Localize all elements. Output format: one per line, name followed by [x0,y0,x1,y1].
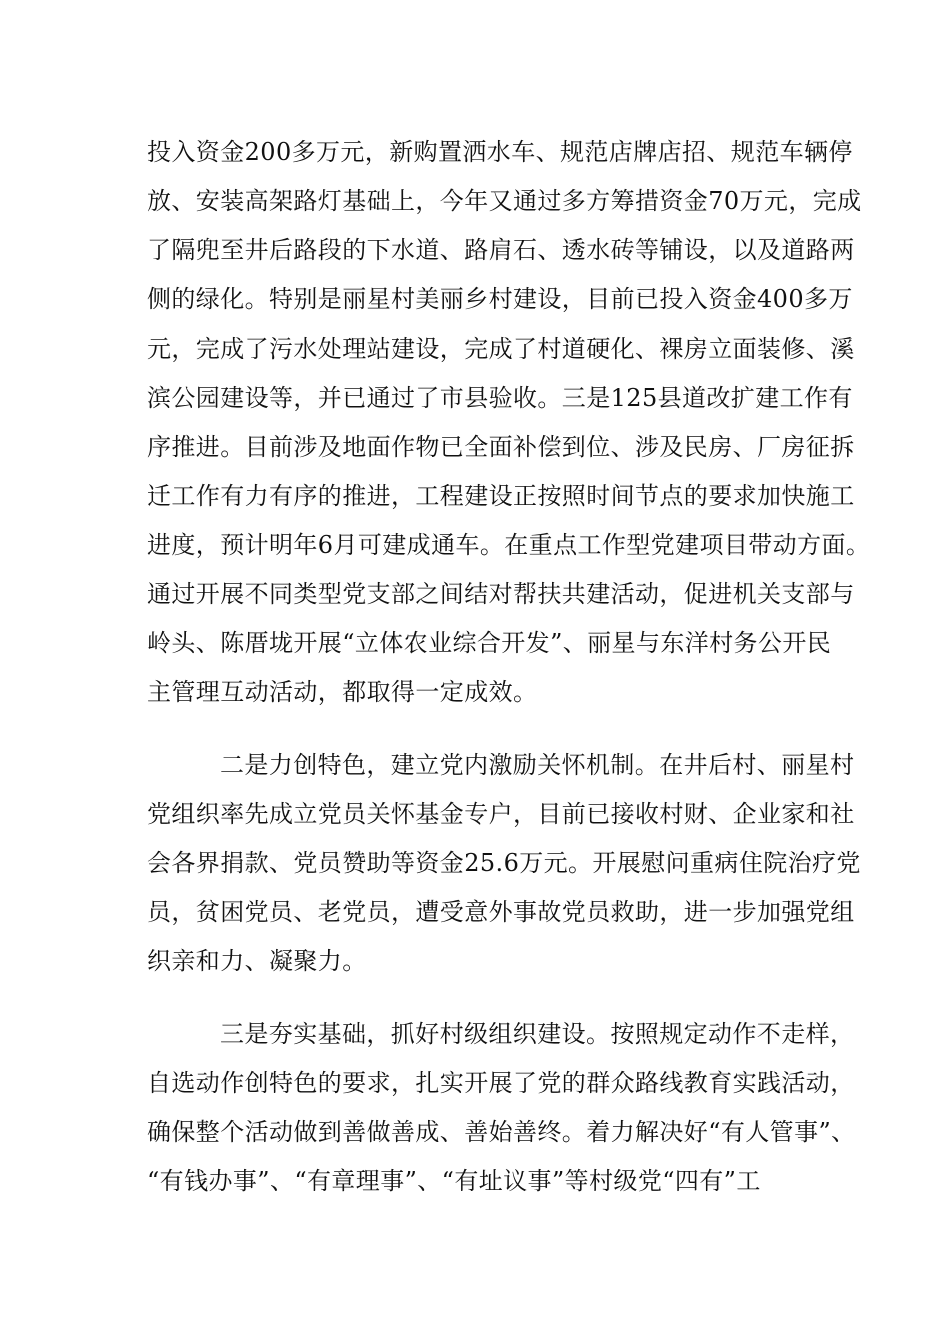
text-line: 通过开展不同类型党支部之间结对帮扶共建活动，促进机关支部与 [147,580,855,608]
text-line: 会各界捐款、党员赞助等资金25.6万元。开展慰问重病住院治疗党 [147,849,861,877]
text-line: 织亲和力、凝聚力。 [147,947,367,975]
text-line: 自选动作创特色的要求，扎实开展了党的群众路线教育实践活动， [147,1069,855,1097]
text-line: 确保整个活动做到善做善成、善始善终。着力解决好“有人管事”、 [147,1118,856,1146]
paragraph-first-line: 二是力创特色，建立党内激励关怀机制。在井后村、丽星村 [220,751,855,779]
text-line: 员，贫困党员、老党员，遭受意外事故党员救助，进一步加强党组 [147,898,855,926]
text-line: 投入资金200多万元，新购置洒水车、规范店牌店招、规范车辆停 [147,138,853,166]
text-line: 党组织率先成立党员关怀基金专户，目前已接收村财、企业家和社 [147,800,855,828]
text-line: 主管理互动活动，都取得一定成效。 [147,678,538,706]
text-line: 进度，预计明年6月可建成通车。在重点工作型党建项目带动方面。 [147,531,871,559]
text-line: 元，完成了污水处理站建设，完成了村道硬化、裸房立面装修、溪 [147,335,855,363]
text-line: 迁工作有力有序的推进，工程建设正按照时间节点的要求加快施工 [147,482,855,510]
paragraph-first-line: 三是夯实基础，抓好村级组织建设。按照规定动作不走样， [220,1020,855,1048]
text-line: 滨公园建设等，并已通过了市县验收。三是125县道改扩建工作有 [147,384,853,412]
text-line: 序推进。目前涉及地面作物已全面补偿到位、涉及民房、厂房征拆 [147,433,855,461]
text-line: 岭头、陈厝垅开展“立体农业综合开发”、丽星与东洋村务公开民 [147,629,832,657]
text-line: “有钱办事”、“有章理事”、“有址议事”等村级党“四有”工 [147,1167,761,1195]
text-line: 了隔兜至井后路段的下水道、路肩石、透水砖等铺设，以及道路两 [147,236,855,264]
text-line: 放、安装高架路灯基础上，今年又通过多方筹措资金70万元，完成 [147,187,862,215]
text-line: 侧的绿化。特别是丽星村美丽乡村建设，目前已投入资金400多万 [147,285,853,313]
